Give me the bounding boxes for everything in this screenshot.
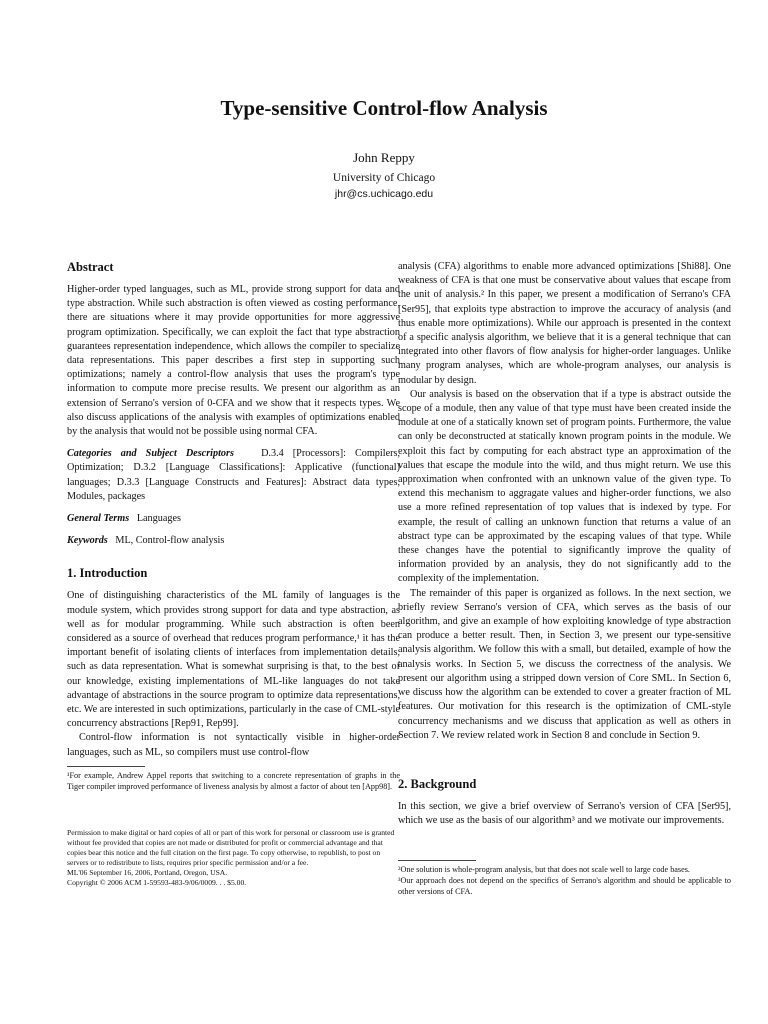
background-heading: 2. Background: [398, 776, 477, 791]
author-email: jhr@cs.uchicago.edu: [334, 188, 434, 200]
keywords: [67, 534, 400, 548]
general-terms-text: Languages: [136, 513, 181, 525]
right-paragraph-2: Our analysis is based on the observation that if a type is abstract outside the scope of a module, then any value of that type must have been created inside the module at one of a statically known set of program points. Furthermore, the value can only be deconstructed at statically known program points in the module. We exploit this fact by computing for each abstract type an approximation of the values that escape the module into the wild, and thus might return. We use this approximation when confronted with an unknown value of the given type. To extend this mechanism to aggragate values and higher-order functions, we also use a more refined representation of top values that is indexed by type. For example, the result of calling an unknown function that returns a value of an abstract type can be approximated by the escaping values of that type. While these changes have the potential to significantly improve the quality of information provided by an analysis, they do not significantly add to the complexity of the implementation.: [398, 388, 731, 585]
copyright-line: Copyright © 2006 ACM 1-59593-483-9/06/0009. . . $5.00.: [67, 878, 247, 888]
general-terms: [67, 512, 400, 526]
venue-line: ML'06 September 16, 2006, Portland, Oregon, USA.: [67, 868, 228, 878]
author-name: John Reppy: [353, 150, 415, 165]
right-paragraph-3: The remainder of this paper is organized as follows. In the next section, we briefly review Serrano's version of CFA, which serves as the basis of our algorithm, and give an example of how exploiting knowledge of type abstraction can produce a better result. Then, in Section 3, we present our type-sensitive analysis algorithm. We follow this with a small, but detailed, example of how the analysis works. In Section 5, we discuss the correctness of the analysis. We present our algorithm using a stripped down version of Core SML. In Section 6, we discuss how the algorithm can be extended to cover a greater fraction of ML features. Our motivation for this research is the optimization of CML-style concurrency mechanisms and we discuss that application as well as others in Section 7. We review related work in Section 8 and conclude in Section 9.: [398, 587, 731, 741]
right-column: [398, 260, 731, 950]
footnote-rule-right: [398, 860, 476, 861]
general-terms-label: General Terms: [67, 513, 130, 525]
intro-heading: 1. Introduction: [67, 566, 148, 581]
paper-title: Type-sensitive Control-flow Analysis: [220, 96, 548, 120]
permission-notice: Permission to make digital or hard copies of all or part of this work for personal or classroom use is granted without fee provided that copies are not made or distributed for profit or commercial advantage and that copies bear this notice and the full citation on the first page. To copy otherwise, to republish, to post on servers or to redistribute to lists, requires prior specific permission and/or a fee.: [67, 828, 395, 868]
footnote-1: ¹For example, Andrew Appel reports that switching to a concrete representation of graphs in the Tiger compiler improved performance of liveness analysis by almost a factor of about ten [App98].: [67, 770, 400, 791]
intro-paragraph-1: One of distinguishing characteristics of the ML family of languages is the module system, which provides strong support for data and type abstraction, as well as for modular programming. While such abstraction is often been considered as a source of overhead that reduces program performance,¹ it has the important benefit of isolating clients of interfaces from implementation details, such as data representation. What is somewhat surprising is that, to the best of our knowledge, existing implementations of ML-like languages do not take advantage of abstractions in the source program to optimize data representations, etc. We are interested in such optimizations, particularly in the case of CML-style concurrency abstractions [Rep91, Rep99].: [67, 590, 400, 730]
intro-paragraph-2: Control-flow information is not syntactically visible in higher-order languages, such as ML, so compilers must use control-flow: [67, 732, 400, 758]
footnote-3: ³Our approach does not depend on the specifics of Serrano's algorithm and should be applicable to other versions of CFA.: [398, 876, 731, 896]
categories: [67, 447, 400, 504]
keywords-text: ML, Control-flow analysis: [115, 535, 225, 547]
author-affiliation: University of Chicago: [332, 172, 436, 184]
footnote-2: ²One solution is whole-program analysis, but that does not scale well to large code bases.: [398, 865, 690, 875]
left-column: [67, 260, 400, 950]
keywords-label: Keywords: [67, 535, 108, 547]
background-text: In this section, we give a brief overview of Serrano's version of CFA [Ser95], which we use as the basis of our algorithm³ and we motivate our improvements.: [398, 800, 731, 827]
categories-label: Categories and Subject Descriptors: [67, 448, 234, 460]
categories-text: D.3.4 [Processors]: Compilers, Optimization; D.3.2 [Language Classifications]: Applicative (functional) languages; D.3.3 [Language Constructs and Features]: Abstract data types, Modules, packages: [67, 448, 400, 502]
abstract-heading: Abstract: [67, 260, 114, 274]
abstract-text: Higher-order typed languages, such as ML, provide strong support for data and type abstraction. While such abstraction is often viewed as costing performance, there are situations where it may provide opportunities for more aggressive program optimization. Specifically, we can exploit the fact that type abstraction guarantees representation independence, which allows the compiler to specialize data representations. This paper describes a first step in supporting such optimizations; namely a control-flow analysis that uses the program's type information to compute more precise results. We present our algorithm as an extension of Serrano's version of 0-CFA and we show that it respects types. We also discuss applications of the analysis with examples of optimizations enabled by the analysis that would not be possible using normal CFA.: [67, 284, 400, 438]
right-paragraph-1: analysis (CFA) algorithms to enable more advanced optimizations [Shi88]. One weakness of CFA is that one must be conservative about values that escape from the unit of analysis.² In this paper, we present a modification of Serrano's CFA [Ser95], that exploits type abstraction to improve the accuracy of analysis (and thus enable more optimizations). While our approach is presented in the context of a specific analysis algorithm, we believe that it is a general technique that can integrated into other flavors of flow analysis for higher-order languages. Unlike many program analyses, which are whole-program analyses, our analysis is modular by design.: [398, 261, 731, 386]
footnote-rule: [67, 766, 145, 767]
